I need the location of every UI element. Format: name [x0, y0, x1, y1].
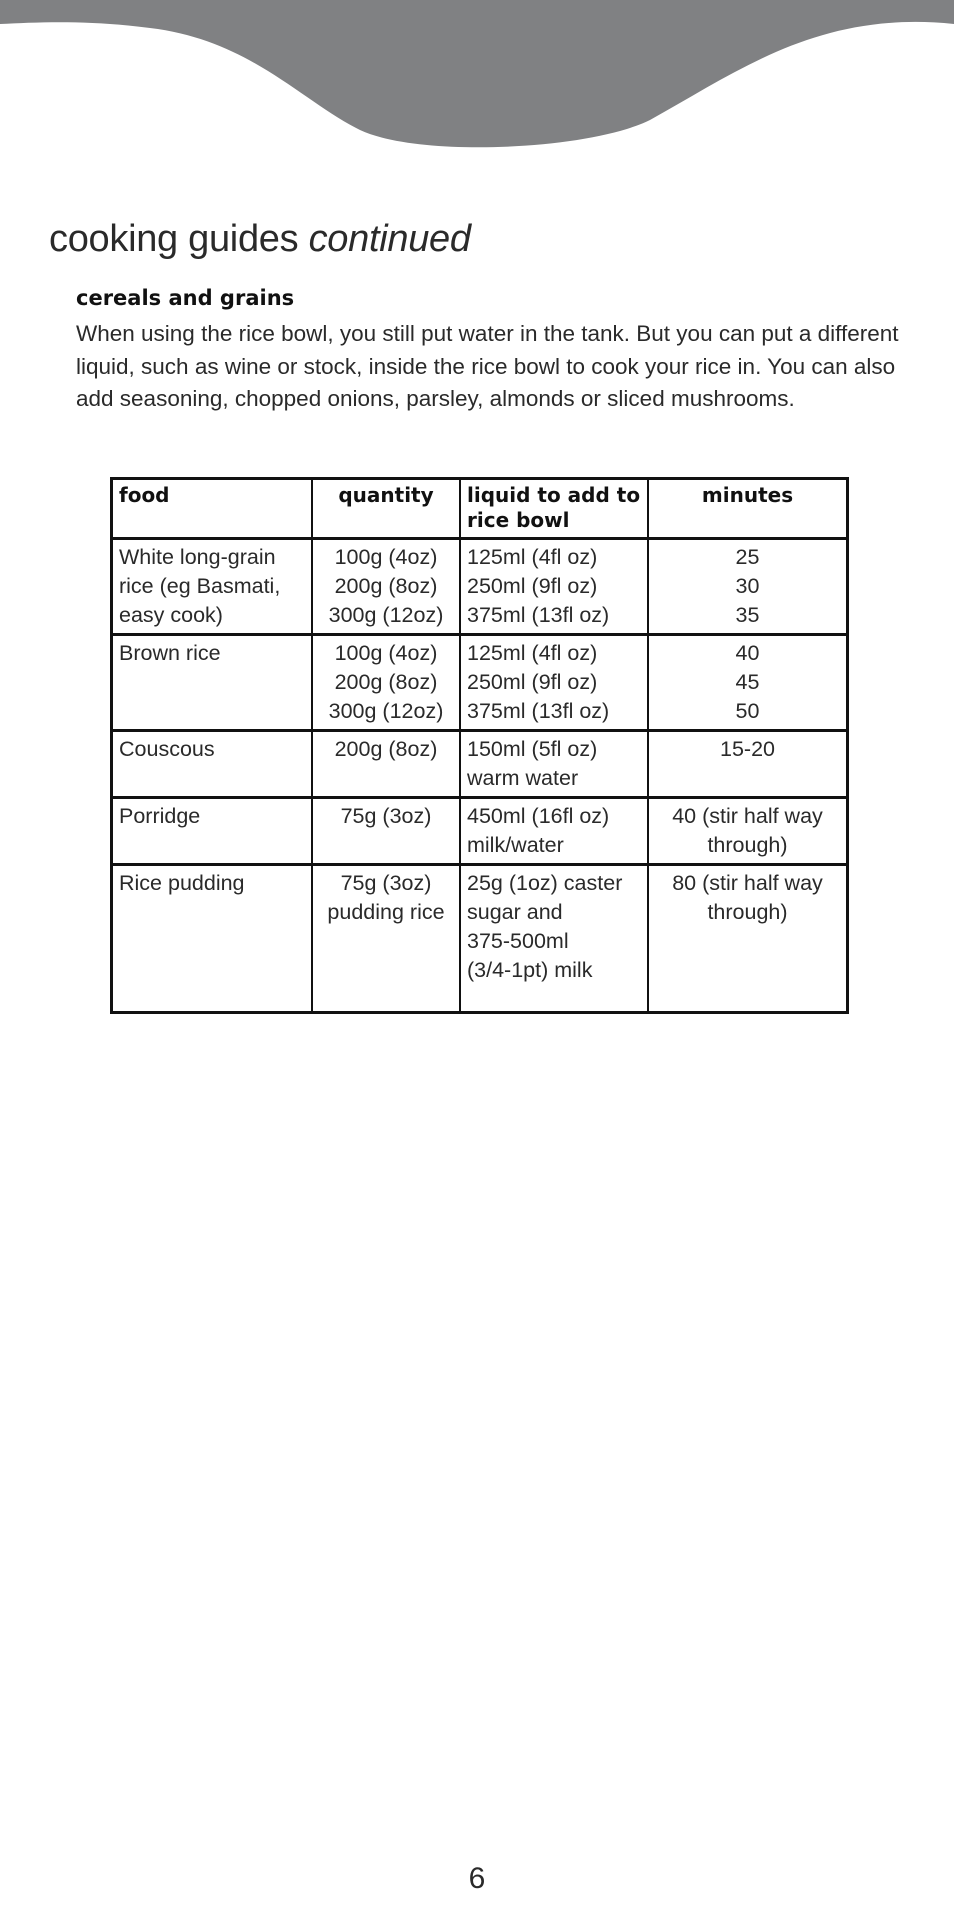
cell-line: 250ml (9fl oz)	[467, 670, 598, 694]
section-heading: cereals and grains	[76, 286, 295, 310]
cell-line: 125ml (4fl oz)	[467, 641, 598, 665]
cell-line: 40	[735, 641, 760, 665]
cell-line: Rice pudding	[119, 871, 245, 895]
cell-line: easy cook)	[119, 603, 223, 627]
cell-liquid	[460, 865, 648, 1013]
page-title-continued: continued	[308, 218, 471, 260]
cell-food	[112, 865, 313, 1013]
cell-line: 100g (4oz)	[334, 641, 438, 665]
cell-line: 15-20	[720, 737, 775, 761]
cell-food	[112, 798, 313, 865]
cell-line: 200g (8oz)	[334, 737, 438, 761]
cell-minutes	[648, 798, 848, 865]
header-minutes: minutes	[648, 479, 848, 539]
cell-food	[112, 539, 313, 635]
cell-line: 50	[735, 699, 760, 723]
cell-quantity	[312, 731, 460, 798]
cell-minutes	[648, 731, 848, 798]
cell-line: 25g (1oz) caster	[467, 871, 623, 895]
header-quantity: quantity	[312, 479, 460, 539]
table-row	[112, 731, 848, 798]
cell-line: Brown rice	[119, 641, 221, 665]
cell-line: 40 (stir half way	[672, 804, 823, 828]
table-row	[112, 798, 848, 865]
cell-line: 75g (3oz)	[340, 804, 432, 828]
cell-line: 25	[735, 545, 760, 569]
cell-line: warm water	[467, 766, 579, 790]
cell-liquid	[460, 731, 648, 798]
header-wave-band	[0, 0, 954, 160]
cell-minutes	[648, 865, 848, 1013]
page-number: 6	[468, 1862, 486, 1895]
cell-line: pudding rice	[327, 900, 445, 924]
cell-line: 450ml (16fl oz)	[467, 804, 610, 828]
cell-line: 45	[735, 670, 760, 694]
cell-food	[112, 635, 313, 731]
cell-quantity	[312, 865, 460, 1013]
table-row	[112, 539, 848, 635]
cell-line: 35	[735, 603, 760, 627]
cooking-guide-table	[110, 477, 849, 1014]
cell-line: 300g (12oz)	[328, 699, 444, 723]
cell-liquid	[460, 635, 648, 731]
cell-line: milk/water	[467, 833, 564, 857]
cell-line: (3/4-1pt) milk	[467, 958, 593, 982]
table-header-row	[112, 479, 848, 539]
cell-quantity	[312, 798, 460, 865]
cell-line: 250ml (9fl oz)	[467, 574, 598, 598]
cell-line: 375ml (13fl oz)	[467, 603, 610, 627]
cell-food	[112, 731, 313, 798]
table-row	[112, 865, 848, 1013]
cell-line: 200g (8oz)	[334, 670, 438, 694]
page-title	[49, 218, 471, 261]
table-row	[112, 635, 848, 731]
cell-line: Couscous	[119, 737, 215, 761]
cell-line: 150ml (5fl oz)	[467, 737, 598, 761]
cell-line: rice (eg Basmati,	[119, 574, 281, 598]
cell-line: 200g (8oz)	[334, 574, 438, 598]
cell-minutes	[648, 635, 848, 731]
cell-line: sugar and	[467, 900, 563, 924]
cell-minutes	[648, 539, 848, 635]
cell-line: 125ml (4fl oz)	[467, 545, 598, 569]
cell-line: White long-grain	[119, 545, 276, 569]
section-intro: When using the rice bowl, you still put water in the tank. But you can put a different liquid, such as wine or stock, inside the rice bowl to cook your rice in. You can also add seasoning, chopped onions, parsley, almonds or sliced mushrooms.	[76, 321, 899, 411]
cell-line: 300g (12oz)	[328, 603, 444, 627]
cell-line: 75g (3oz)	[340, 871, 432, 895]
cell-line: 80 (stir half way	[672, 871, 823, 895]
cell-liquid	[460, 798, 648, 865]
header-liquid: liquid to add to rice bowl	[460, 479, 648, 539]
cell-line: 375ml (13fl oz)	[467, 699, 610, 723]
cell-quantity	[312, 539, 460, 635]
header-food: food	[112, 479, 313, 539]
cell-line: through)	[707, 900, 788, 924]
cell-line: Porridge	[119, 804, 201, 828]
cell-line: 30	[735, 574, 760, 598]
cell-line: 375-500ml	[467, 929, 569, 953]
cell-line: through)	[707, 833, 788, 857]
cell-liquid	[460, 539, 648, 635]
cell-line: 100g (4oz)	[334, 545, 438, 569]
cell-quantity	[312, 635, 460, 731]
page-title-main: cooking guides	[49, 218, 299, 260]
